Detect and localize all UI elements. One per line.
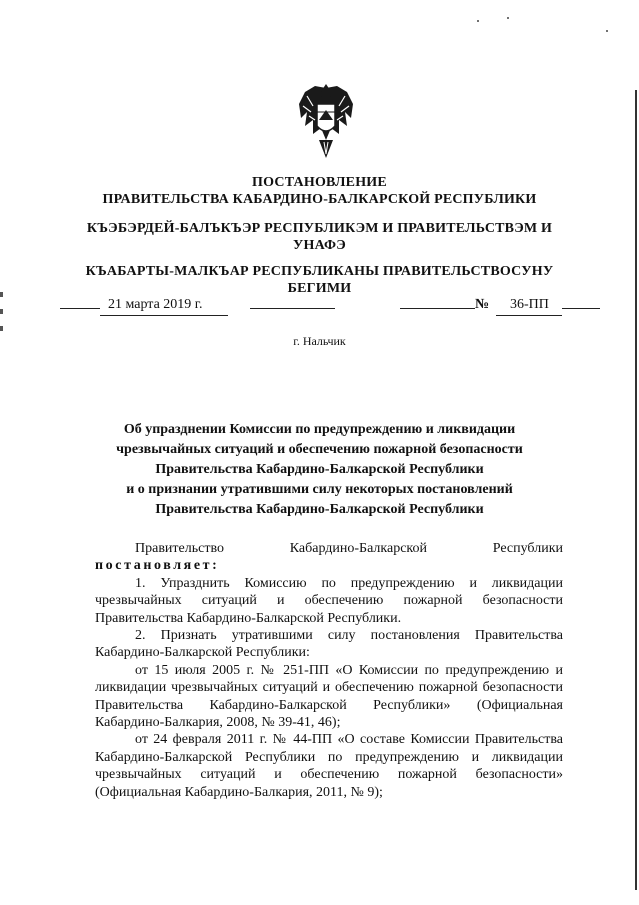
body-word: Республики (492, 541, 563, 556)
government-line (95, 540, 563, 557)
date-number-row (60, 297, 600, 319)
underline (400, 308, 475, 309)
body-word: Кабардино-Балкарской (289, 541, 427, 556)
scan-artifact (606, 30, 608, 32)
title-line: ПРАВИТЕЛЬСТВА КАБАРДИНО-БАЛКАРСКОЙ РЕСПУБЛИКИ (102, 192, 537, 207)
coat-of-arms-icon (295, 82, 357, 160)
city: г. Нальчик (293, 334, 346, 348)
document-date: 21 марта 2019 г. (108, 297, 203, 312)
balkar-title-line: КЪАБАРТЫ-МАЛКЪАР РЕСПУБЛИКАНЫ ПРАВИТЕЛЬСТВОСУНУ (85, 264, 554, 279)
document-subject (0, 420, 639, 520)
subject-line: чрезвычайных ситуаций и обеспечению пожарной безопасности (116, 442, 523, 457)
subject-line: Правительства Кабардино-Балкарской Республики (155, 502, 484, 517)
subject-line: и о признании утратившими силу некоторых постановлений (126, 482, 513, 497)
underline (60, 308, 100, 309)
date-underline (100, 315, 228, 316)
underline (250, 308, 335, 309)
repealed-act-2: от 24 февраля 2011 г. № 44-ПП «О составе Комиссии Правительства Кабардино-Балкарской Республики по предупреждению и ликвидации чрезвычайных ситуаций и обеспечению пожарной безопасности» (Официальная Кабардино-Балкария, 2011, № 9); (95, 732, 563, 800)
kabardian-title-line: УНАФЭ (293, 238, 346, 253)
body-item-2: 2. Признать утратившими силу постановления Правительства Кабардино-Балкарской Республики: (95, 628, 563, 661)
body-word: Правительство (135, 541, 224, 556)
decrees-word: постановляет: (95, 558, 220, 574)
subject-line: Правительства Кабардино-Балкарской Республики (155, 462, 484, 477)
document-body (95, 540, 563, 801)
body-item-1: 1. Упразднить Комиссию по предупреждению и ликвидации чрезвычайных ситуаций и обеспечению пожарной безопасности Правительства Кабардино-Балкарской Республики. (95, 575, 563, 626)
document-number: 36-ПП (510, 297, 549, 312)
title-line: ПОСТАНОВЛЕНИЕ (252, 175, 387, 190)
balkar-title-line: БЕГИМИ (287, 281, 352, 296)
scan-artifact (507, 17, 509, 19)
underline (562, 308, 600, 309)
number-sign: № (475, 297, 490, 312)
repealed-act-1: от 15 июля 2005 г. № 251-ПП «О Комиссии по предупреждению и ликвидации чрезвычайных ситуаций и обеспечению пожарной безопасности Правительства Кабардино-Балкарской Республики» (Официальная Кабардино-Балкария, 2008, № 39-41, 46); (95, 662, 563, 731)
number-underline (496, 315, 562, 316)
scan-artifact (477, 20, 479, 22)
subject-line: Об упразднении Комиссии по предупреждению и ликвидации (123, 422, 516, 437)
kabardian-title-line: КЪЭБЭРДЕЙ-БАЛЪКЪЭР РЕСПУБЛИКЭМ И ПРАВИТЕЛЬСТВЭМ И (86, 221, 553, 236)
